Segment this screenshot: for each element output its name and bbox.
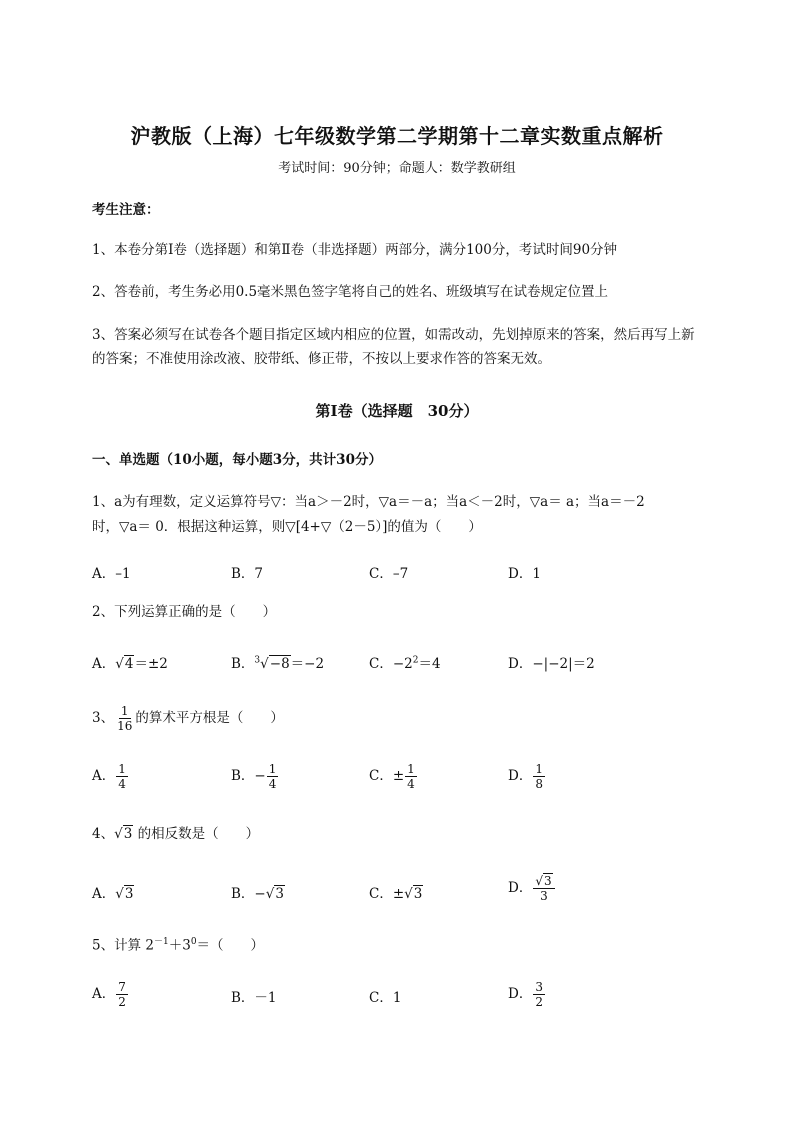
question-1-option-c[interactable]: C．–7 [369, 566, 409, 582]
option-label: D． [508, 880, 533, 896]
denominator: 16 [117, 719, 133, 733]
numerator: 3 [535, 980, 543, 994]
denominator: 2 [535, 995, 543, 1009]
fraction [116, 980, 128, 1009]
numerator [533, 874, 554, 889]
fraction [267, 762, 279, 791]
denominator: 2 [118, 995, 126, 1009]
question-2-stem: 2、下列运算正确的是（ ） [92, 604, 277, 620]
fraction [116, 762, 128, 791]
square-root: √3 [404, 886, 423, 902]
question-4-option-b[interactable] [231, 882, 285, 902]
numerator: 1 [407, 762, 415, 776]
question-4-option-d[interactable] [508, 874, 556, 903]
fraction [115, 704, 134, 733]
notice-item-3: 3、答案必须写在试卷各个题目指定区域内相应的位置，如需改动，先划掉原来的答案，然后再写上新 [92, 327, 695, 343]
square-root: √3 [535, 874, 552, 888]
square-root: √3 [115, 886, 134, 902]
notice-item-2: 2、答卷前，考生务必用0.5毫米黑色签字笔将自己的姓名、班级填写在试卷规定位置上 [92, 284, 609, 300]
question-4-option-a[interactable] [92, 882, 134, 902]
numerator: 1 [120, 704, 129, 718]
sign: − [254, 768, 266, 784]
question-1-line-1: 1、a为有理数，定义运算符号▽：当a＞－2时，▽a＝－a；当a＜－2时，▽a＝ a；当a＝－2 [92, 494, 645, 510]
square-root: √4 [115, 656, 134, 672]
fraction [533, 762, 545, 791]
option-label: A． [92, 986, 116, 1002]
cube-root: √−8 [260, 656, 290, 672]
sign: ± [392, 768, 405, 784]
question-number: 4、 [92, 826, 115, 842]
question-5-option-a[interactable] [92, 980, 129, 1009]
question-5-option-b[interactable]: B．－1 [231, 990, 277, 1006]
question-text: 的算术平方根是（ ） [135, 710, 284, 726]
numerator: 1 [535, 762, 543, 776]
question-5-option-c[interactable]: C．1 [369, 990, 402, 1006]
exponent: 0 [190, 937, 197, 947]
radicand: −8 [269, 656, 290, 672]
question-1-option-b[interactable]: B．7 [231, 566, 264, 582]
question-2-option-b[interactable] [231, 652, 324, 672]
question-text: ＋3 [168, 937, 191, 954]
radicand: 3 [543, 874, 552, 888]
question-1-line-2: 时，▽a＝ 0．根据这种运算，则▽[4+▽（2－5）]的值为（ ） [92, 519, 482, 535]
option-expression: −|−2|＝2 [532, 656, 595, 672]
document-subtitle: 考试时间：90分钟；命题人：数学教研组 [278, 161, 516, 176]
question-1-option-a[interactable]: A．–1 [92, 566, 131, 582]
option-label: A． [92, 768, 116, 784]
exponent: －1 [153, 937, 169, 947]
option-label: D． [508, 986, 533, 1002]
option-expression: ＝±2 [134, 656, 168, 672]
question-2-option-d[interactable] [508, 652, 595, 672]
radicand: 3 [123, 826, 133, 842]
denominator: 8 [535, 777, 543, 791]
option-label: D． [508, 656, 533, 672]
question-number: 3、 [92, 710, 115, 726]
question-2-option-c[interactable] [369, 652, 441, 672]
numerator: 7 [118, 980, 126, 994]
radicand: 4 [124, 656, 134, 672]
root-index: 3 [254, 655, 261, 666]
fraction [405, 762, 417, 791]
part-title: 一、单选题（10小题，每小题3分，共计30分） [92, 452, 382, 468]
document-title: 沪教版（上海）七年级数学第二学期第十二章实数重点解析 [130, 124, 664, 148]
notice-item-1: 1、本卷分第Ⅰ卷（选择题）和第Ⅱ卷（非选择题）两部分，满分100分，考试时间90分钟 [92, 242, 618, 258]
question-4-option-c[interactable] [369, 882, 423, 902]
square-root: √3 [265, 886, 284, 902]
question-5-option-d[interactable] [508, 980, 546, 1009]
question-3-option-a[interactable] [92, 762, 129, 791]
square-root: √3 [114, 826, 133, 842]
option-label: B． [231, 656, 255, 672]
option-label: A． [92, 656, 116, 672]
question-3-option-c[interactable] [369, 762, 418, 791]
denominator: 4 [407, 777, 415, 791]
sign: ± [392, 886, 405, 902]
option-label: A． [92, 886, 116, 902]
notice-item-3-cont: 的答案；不准使用涂改液、胶带纸、修正带，不按以上要求作答的答案无效。 [92, 351, 551, 367]
denominator: 4 [268, 777, 277, 791]
fraction [533, 980, 545, 1009]
option-label: C． [369, 886, 393, 902]
option-label: B． [231, 768, 255, 784]
question-5-stem [92, 930, 264, 958]
numerator: 1 [118, 762, 126, 776]
denominator: 3 [540, 889, 548, 903]
radicand: 3 [124, 886, 134, 902]
question-text: 的相反数是（ ） [137, 826, 260, 842]
question-4-stem [92, 822, 259, 846]
fraction [533, 874, 554, 903]
option-label: B． [231, 886, 255, 902]
option-expression: ＝−2 [290, 656, 325, 672]
exponent: 2 [412, 655, 419, 666]
option-label: C． [369, 768, 393, 784]
denominator: 4 [118, 777, 126, 791]
question-3-stem [92, 704, 284, 733]
radicand: 3 [275, 886, 284, 902]
question-3-option-d[interactable] [508, 762, 546, 791]
question-text: ＝（ ） [196, 937, 265, 954]
sign: − [254, 886, 266, 902]
question-text: 5、计算 2 [92, 937, 154, 954]
option-expression: −2 [392, 656, 413, 672]
section-title: 第Ⅰ卷（选择题 30分） [315, 402, 479, 420]
question-1-option-d[interactable]: D．1 [508, 566, 541, 582]
option-expression-rest: ＝4 [418, 656, 441, 672]
notice-heading: 考生注意： [92, 202, 160, 218]
question-2-option-a[interactable] [92, 652, 168, 672]
option-label: D． [508, 768, 533, 784]
radicand: 3 [413, 886, 423, 902]
question-3-option-b[interactable] [231, 762, 279, 791]
numerator: 1 [268, 762, 277, 776]
option-label: C． [369, 656, 393, 672]
